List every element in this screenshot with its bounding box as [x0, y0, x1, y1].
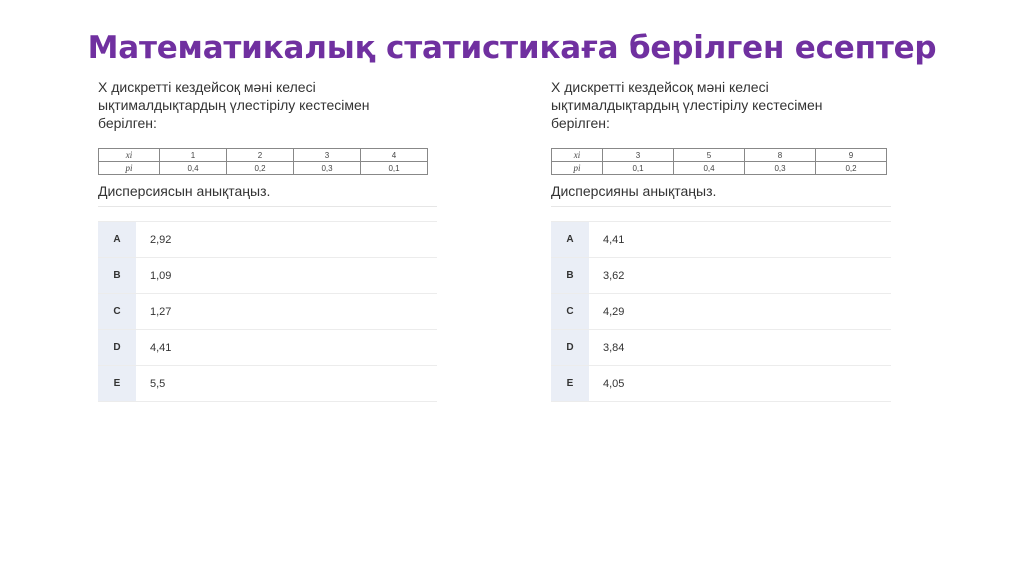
option-letter: B [98, 258, 136, 293]
option-letter: C [98, 294, 136, 329]
table-cell: 0,4 [674, 162, 745, 175]
answer-options [98, 221, 437, 402]
table-cell: 9 [816, 149, 887, 162]
slide-title: Математикалық статистикаға берілген есептер [87, 30, 937, 66]
option-e[interactable] [98, 366, 437, 402]
option-value: 4,29 [603, 305, 625, 318]
option-value: 4,41 [603, 233, 625, 246]
option-letter: D [551, 330, 589, 365]
table-cell: 1 [160, 149, 227, 162]
table-cell: 4 [361, 149, 428, 162]
table-cell: 3 [294, 149, 361, 162]
table-cell: 0,2 [227, 162, 294, 175]
option-value: 3,62 [603, 269, 625, 282]
table-cell: 5 [674, 149, 745, 162]
table-cell: 8 [745, 149, 816, 162]
option-value: 5,5 [150, 377, 166, 390]
option-letter: A [98, 222, 136, 257]
option-letter: B [551, 258, 589, 293]
answer-options [551, 221, 891, 402]
option-letter: D [98, 330, 136, 365]
row-label-x: xi [99, 149, 160, 162]
table-cell: 3 [603, 149, 674, 162]
distribution-table [98, 148, 428, 175]
option-value: 4,05 [603, 377, 625, 390]
option-a[interactable] [551, 222, 891, 258]
option-d[interactable] [551, 330, 891, 366]
option-a[interactable] [98, 222, 437, 258]
option-value: 2,92 [150, 233, 172, 246]
problem-statement: X дискретті кездейсоқ мәні келесі ықтималдықтардың үлестірілу кестесімен берілген: [551, 79, 823, 131]
option-letter: E [98, 366, 136, 401]
problem-statement: X дискретті кездейсоқ мәні келесі ықтималдықтардың үлестірілу кестесімен берілген: [98, 79, 370, 131]
table-cell: 0,4 [160, 162, 227, 175]
option-letter: E [551, 366, 589, 401]
table-row [99, 162, 428, 175]
table-cell: 0,3 [294, 162, 361, 175]
option-c[interactable] [98, 294, 437, 330]
option-value: 4,41 [150, 341, 172, 354]
table-row [99, 149, 428, 162]
problem-2 [551, 78, 891, 402]
row-label-p: pi [99, 162, 160, 175]
question-text: Дисперсиясын анықтаңыз. [98, 183, 437, 207]
option-d[interactable] [98, 330, 437, 366]
option-letter: C [551, 294, 589, 329]
table-cell: 0,1 [603, 162, 674, 175]
table-cell: 0,3 [745, 162, 816, 175]
option-value: 1,09 [150, 269, 172, 282]
option-value: 3,84 [603, 341, 625, 354]
option-letter: A [551, 222, 589, 257]
option-b[interactable] [551, 258, 891, 294]
option-value: 1,27 [150, 305, 172, 318]
row-label-x: xi [552, 149, 603, 162]
table-cell: 0,1 [361, 162, 428, 175]
distribution-table [551, 148, 887, 175]
table-row [552, 162, 887, 175]
row-label-p: pi [552, 162, 603, 175]
problem-1 [98, 78, 437, 402]
table-cell: 0,2 [816, 162, 887, 175]
option-c[interactable] [551, 294, 891, 330]
question-text: Дисперсияны анықтаңыз. [551, 183, 891, 207]
option-e[interactable] [551, 366, 891, 402]
table-cell: 2 [227, 149, 294, 162]
table-row [552, 149, 887, 162]
option-b[interactable] [98, 258, 437, 294]
